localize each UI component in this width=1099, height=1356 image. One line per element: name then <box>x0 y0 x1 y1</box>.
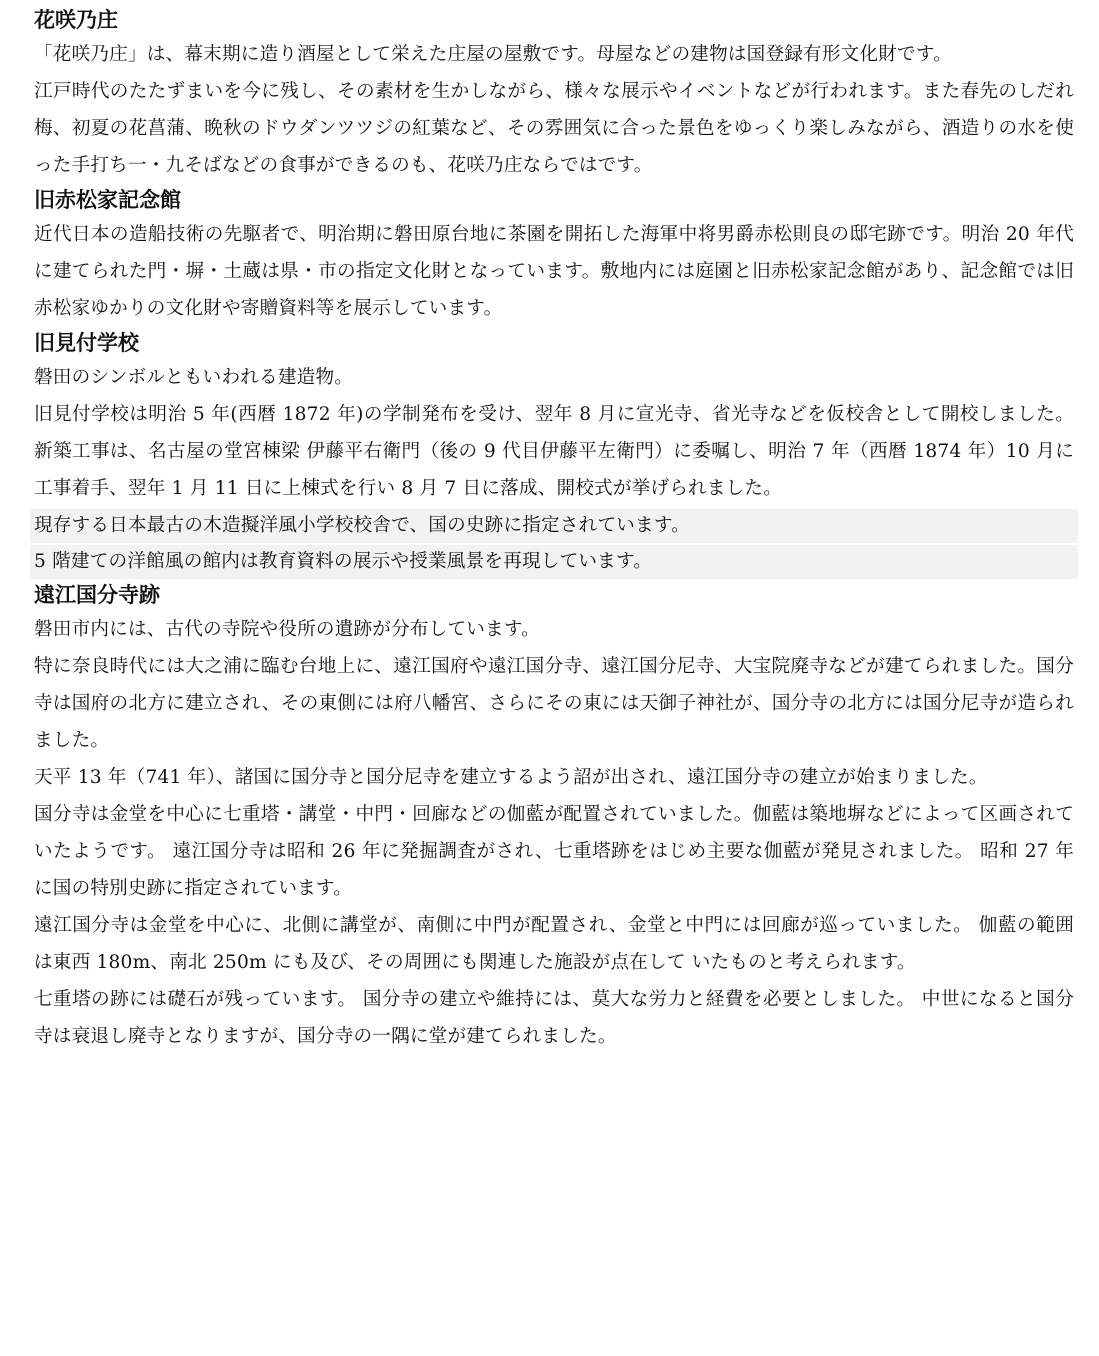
paragraph: 磐田のシンボルともいわれる建造物。 <box>34 367 354 388</box>
highlighted-paragraph: 現存する日本最古の木造擬洋風小学校校舎で、国の史跡に指定されています。 <box>30 509 1078 543</box>
section-heading: 花咲乃庄 <box>34 8 118 32</box>
section-mitsuke-school <box>34 327 1074 579</box>
section-totomi-kokubunji <box>34 579 1074 1055</box>
paragraph: 特に奈良時代には大之浦に臨む台地上に、遠江国府や遠江国分寺、遠江国分尼寺、大宝院廃寺などが建てられました。国分寺は国府の北方に建立され、その東側には府八幡宮、さらにその東には天御子神社が、国分寺の北方には国分尼寺が造られました。 <box>34 656 1074 751</box>
highlighted-paragraph: 5 階建ての洋館風の館内は教育資料の展示や授業風景を再現しています。 <box>30 545 1078 579</box>
paragraph: 江戸時代のたたずまいを今に残し、その素材を生かしながら、様々な展示やイベントなどが行われます。また春先のしだれ梅、初夏の花菖蒲、晩秋のドウダンツツジの紅葉など、その雰囲気に合った景色をゆっくり楽しみながら、酒造りの水を使った手打ち一・九そばなどの食事ができるのも、花咲乃庄ならではです。 <box>34 81 1074 176</box>
paragraph: 国分寺は金堂を中心に七重塔・講堂・中門・回廊などの伽藍が配置されていました。伽藍は築地塀などによって区画されていたようです。 遠江国分寺は昭和 26 年に発掘調査がされ、七重塔跡をはじめ主要な伽藍が発見されました。 昭和 27 年に国の特別史跡に指定されています。 <box>34 804 1074 899</box>
section-akamatsu-memorial <box>34 184 1074 327</box>
document <box>34 4 1074 1055</box>
section-heading: 旧見付学校 <box>34 331 139 355</box>
paragraph: 遠江国分寺は金堂を中心に、北側に講堂が、南側に中門が配置され、金堂と中門には回廊が巡っていました。 伽藍の範囲は東西 180m、南北 250m にも及び、その周囲にも関連した施設が点在して いたものと考えられます。 <box>34 915 1074 973</box>
paragraph: 七重塔の跡には礎石が残っています。 国分寺の建立や維持には、莫大な労力と経費を必要としました。 中世になると国分寺は衰退し廃寺となりますが、国分寺の一隅に堂が建てられました。 <box>34 989 1074 1047</box>
paragraph: 磐田市内には、古代の寺院や役所の遺跡が分布しています。 <box>34 619 540 640</box>
paragraph: 近代日本の造船技術の先駆者で、明治期に磐田原台地に茶園を開拓した海軍中将男爵赤松則良の邸宅跡です。明治 20 年代に建てられた門・塀・土蔵は県・市の指定文化財となっています。敷地内には庭園と旧赤松家記念館があり、記念館では旧赤松家ゆかりの文化財や寄贈資料等を展示しています。 <box>34 224 1074 319</box>
section-hanasakinosho <box>34 4 1074 184</box>
section-heading: 旧赤松家記念館 <box>34 188 181 212</box>
section-heading: 遠江国分寺跡 <box>34 583 160 607</box>
paragraph: 旧見付学校は明治 5 年(西暦 1872 年)の学制発布を受け、翌年 8 月に宣光寺、省光寺などを仮校舎として開校しました。新築工事は、名古屋の堂宮棟梁 伊藤平右衛門（後の 9 代目伊藤平左衛門）に委嘱し、明治 7 年（西暦 1874 年）10 月に工事着手、翌年 1 月 11 日に上棟式を行い 8 月 7 日に落成、開校式が挙げられました。 <box>34 404 1074 499</box>
paragraph: 天平 13 年（741 年）、諸国に国分寺と国分尼寺を建立するよう詔が出され、遠江国分寺の建立が始まりました。 <box>34 767 988 788</box>
paragraph: 「花咲乃庄」は、幕末期に造り酒屋として栄えた庄屋の屋敷です。母屋などの建物は国登録有形文化財です。 <box>34 44 952 65</box>
